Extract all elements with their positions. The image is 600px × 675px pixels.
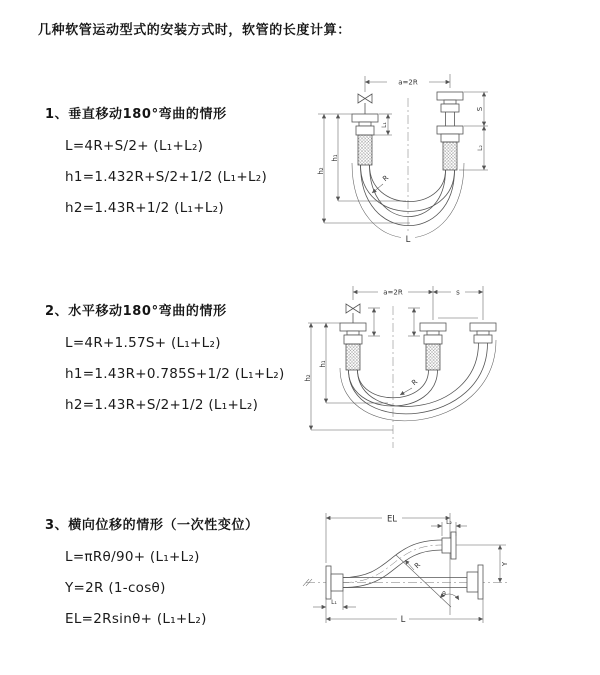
braided-section: [426, 344, 440, 370]
label-h2: h₂: [304, 374, 312, 382]
right-fitting-two-positions: [437, 92, 463, 170]
label-l: L: [405, 235, 411, 245]
label-h2: h₂: [317, 167, 325, 175]
label-r: R: [413, 561, 423, 571]
middle-fitting: [420, 323, 446, 370]
label-h1: h₁: [319, 360, 327, 368]
braided-section: [346, 344, 360, 370]
section-lateral-displacement: [45, 514, 259, 635]
hose-arcs: [340, 340, 496, 421]
diagram-horizontal-180-bend: [296, 280, 572, 458]
formula-line: EL=2Rsinθ+ (L₁+L₂): [65, 611, 207, 627]
dimension-a2r: [365, 74, 450, 92]
label-l1: L₁: [331, 599, 337, 606]
dimension-l: [326, 597, 483, 625]
left-flange: [326, 566, 343, 599]
s-curve-hose-displaced: [343, 532, 456, 588]
formula-line: L=πRθ/90+ (L₁+L₂): [65, 549, 200, 565]
length-callout: [401, 233, 415, 245]
formula-line: h2=1.43R+S/2+1/2 (L₁+L₂): [65, 397, 259, 413]
label-theta: θ: [442, 591, 446, 598]
label-l2: L₂: [477, 145, 484, 151]
section-1-heading: 1、垂直移动180°弯曲的情形: [45, 107, 227, 122]
formula-line: L=4R+1.57S+ (L₁+L₂): [65, 335, 221, 351]
formula-line: Y=2R (1-cosθ): [65, 580, 166, 596]
left-fitting: [340, 323, 366, 370]
section-horizontal-movement: [45, 300, 285, 421]
formula-line: h1=1.432R+S/2+1/2 (L₁+L₂): [65, 169, 268, 185]
dimension-l2: [431, 519, 467, 536]
section-3-formulas: [65, 542, 259, 635]
label-l: L: [400, 615, 406, 625]
label-y: Y: [501, 561, 509, 567]
label-h1: h₁: [331, 154, 339, 162]
angle-theta: [440, 591, 459, 600]
braided-section: [443, 142, 457, 170]
label-l2: L₂: [446, 519, 452, 526]
radius-callout: [405, 560, 422, 570]
page-title: 几种软管运动型式的安装方式时，软管的长度计算：: [38, 23, 351, 38]
section-2-formulas: [65, 328, 285, 421]
section-2-heading: 2、水平移动180°弯曲的情形: [45, 304, 227, 319]
section-3-heading: 3、横向位移的情形（一次性变位）: [45, 518, 259, 533]
diagram-lateral-displacement: [298, 505, 585, 655]
formula-line: h1=1.43R+0.785S+1/2 (L₁+L₂): [65, 366, 285, 382]
straight-pipe-original-position: [343, 565, 483, 599]
fitting-length-ticks: [368, 308, 420, 336]
label-r: R: [381, 173, 391, 184]
diagram-vertical-180-bend: [298, 68, 560, 260]
label-l1: L₁: [381, 122, 388, 128]
section-vertical-movement: [45, 103, 267, 224]
right-fitting-moved-position: [470, 323, 496, 343]
valve-icon: [358, 94, 372, 114]
radius-callout: [372, 174, 390, 193]
radius-callout: [400, 378, 419, 395]
dimension-a2r-s: [353, 286, 483, 320]
formula-line: L=4R+S/2+ (L₁+L₂): [65, 138, 204, 154]
braided-section: [358, 135, 372, 165]
label-el: EL: [386, 514, 398, 525]
dimension-el: [326, 513, 450, 564]
valve-icon: [346, 304, 360, 323]
label-a2r: a=2R: [383, 288, 403, 297]
dimension-l1: [313, 591, 356, 610]
label-r: R: [410, 377, 420, 388]
formula-line: h2=1.43R+1/2 (L₁+L₂): [65, 200, 224, 216]
section-1-formulas: [65, 131, 267, 224]
label-a2r: a=2R: [398, 78, 418, 87]
left-fitting: [352, 114, 378, 165]
label-s: S: [476, 106, 484, 112]
label-s: s: [456, 288, 460, 297]
